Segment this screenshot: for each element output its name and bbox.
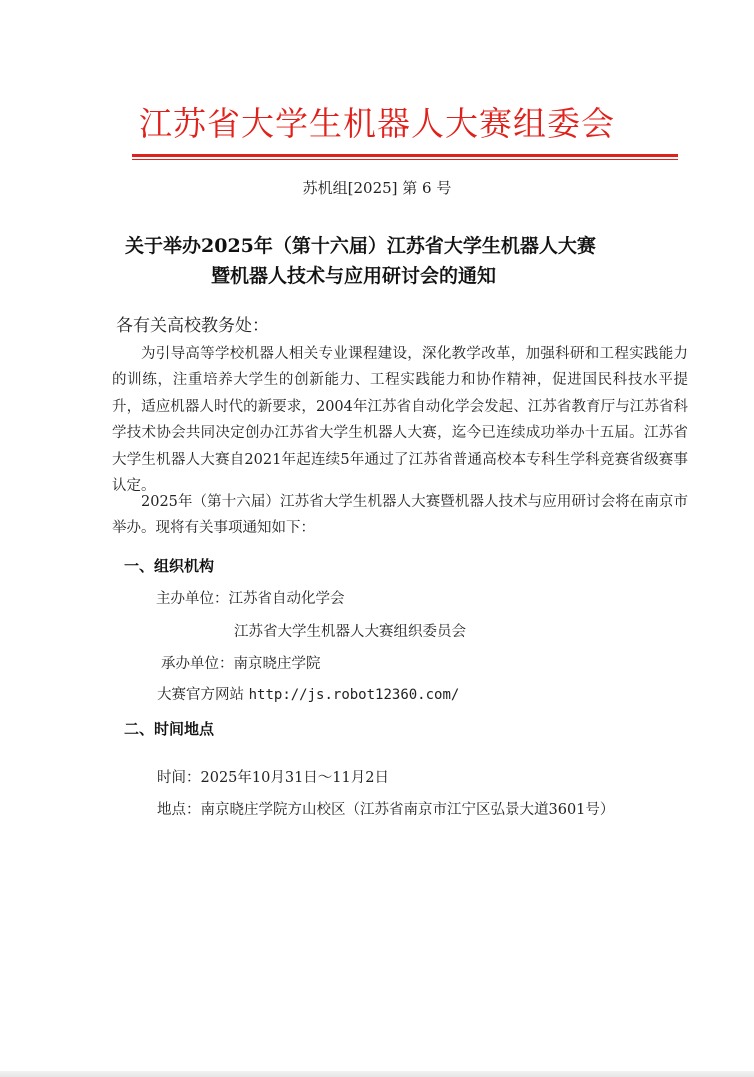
time-line bbox=[157, 766, 389, 787]
section-heading-organization: 一、组织机构 bbox=[124, 557, 215, 575]
website-label: 大赛官方网站 bbox=[157, 687, 249, 703]
time-label: 时间： bbox=[157, 770, 201, 786]
organizer-label: 承办单位： bbox=[161, 656, 234, 672]
host-unit-2: 江苏省大学生机器人大赛组织委员会 bbox=[234, 624, 466, 640]
location-value: 南京晓庄学院方山校区（江苏省南京市江宁区弘景大道3601号） bbox=[200, 802, 615, 818]
salutation: 各有关高校教务处： bbox=[116, 316, 269, 336]
document-number: 苏机组[2025] 第 6 号 bbox=[302, 179, 452, 197]
red-divider-thick bbox=[132, 154, 678, 157]
website-line bbox=[157, 683, 459, 704]
time-value: 2025年10月31日～11月2日 bbox=[200, 770, 389, 786]
host-unit-label: 主办单位： bbox=[156, 591, 229, 607]
website-link[interactable]: http://js.robot12360.com/ bbox=[248, 687, 460, 703]
document-title-line1: 关于举办2025年（第十六届）江苏省大学生机器人大赛 bbox=[125, 235, 596, 257]
section-heading-time-location: 二、时间地点 bbox=[124, 720, 215, 738]
location-line bbox=[157, 798, 614, 819]
organizer-value: 南京晓庄学院 bbox=[233, 656, 321, 672]
page-bottom-edge bbox=[0, 1071, 754, 1077]
intro-paragraph: 为引导高等学校机器人相关专业课程建设，深化教学改革，加强科研和工程实践能力的训练，注重培养大学生的创新能力、工程实践能力和协作精神，促进国民科技水平提升，适应机器人时代的新要求，2004年江苏省自动化学会发起、江苏省教育厅与江苏省科学技术协会共同决定创办江苏省大学生机器人大赛，迄今已连续成功举办十五届。江苏省大学生机器人大赛自2021年起连续5年通过了江苏省普通高校本专科生学科竞赛省级赛事认定。 bbox=[112, 346, 688, 495]
host-unit-1: 江苏省自动化学会 bbox=[228, 591, 345, 607]
host-unit-line bbox=[156, 587, 345, 608]
organization-header: 江苏省大学生机器人大赛组委会 bbox=[139, 104, 615, 143]
red-divider-thin bbox=[132, 159, 678, 160]
document-title-line2: 暨机器人技术与应用研讨会的通知 bbox=[211, 265, 497, 287]
notice-paragraph: 2025年（第十六届）江苏省大学生机器人大赛暨机器人技术与应用研讨会将在南京市举办。现将有关事项通知如下： bbox=[112, 494, 688, 537]
location-label: 地点： bbox=[157, 802, 201, 818]
organizer-line bbox=[161, 652, 321, 673]
